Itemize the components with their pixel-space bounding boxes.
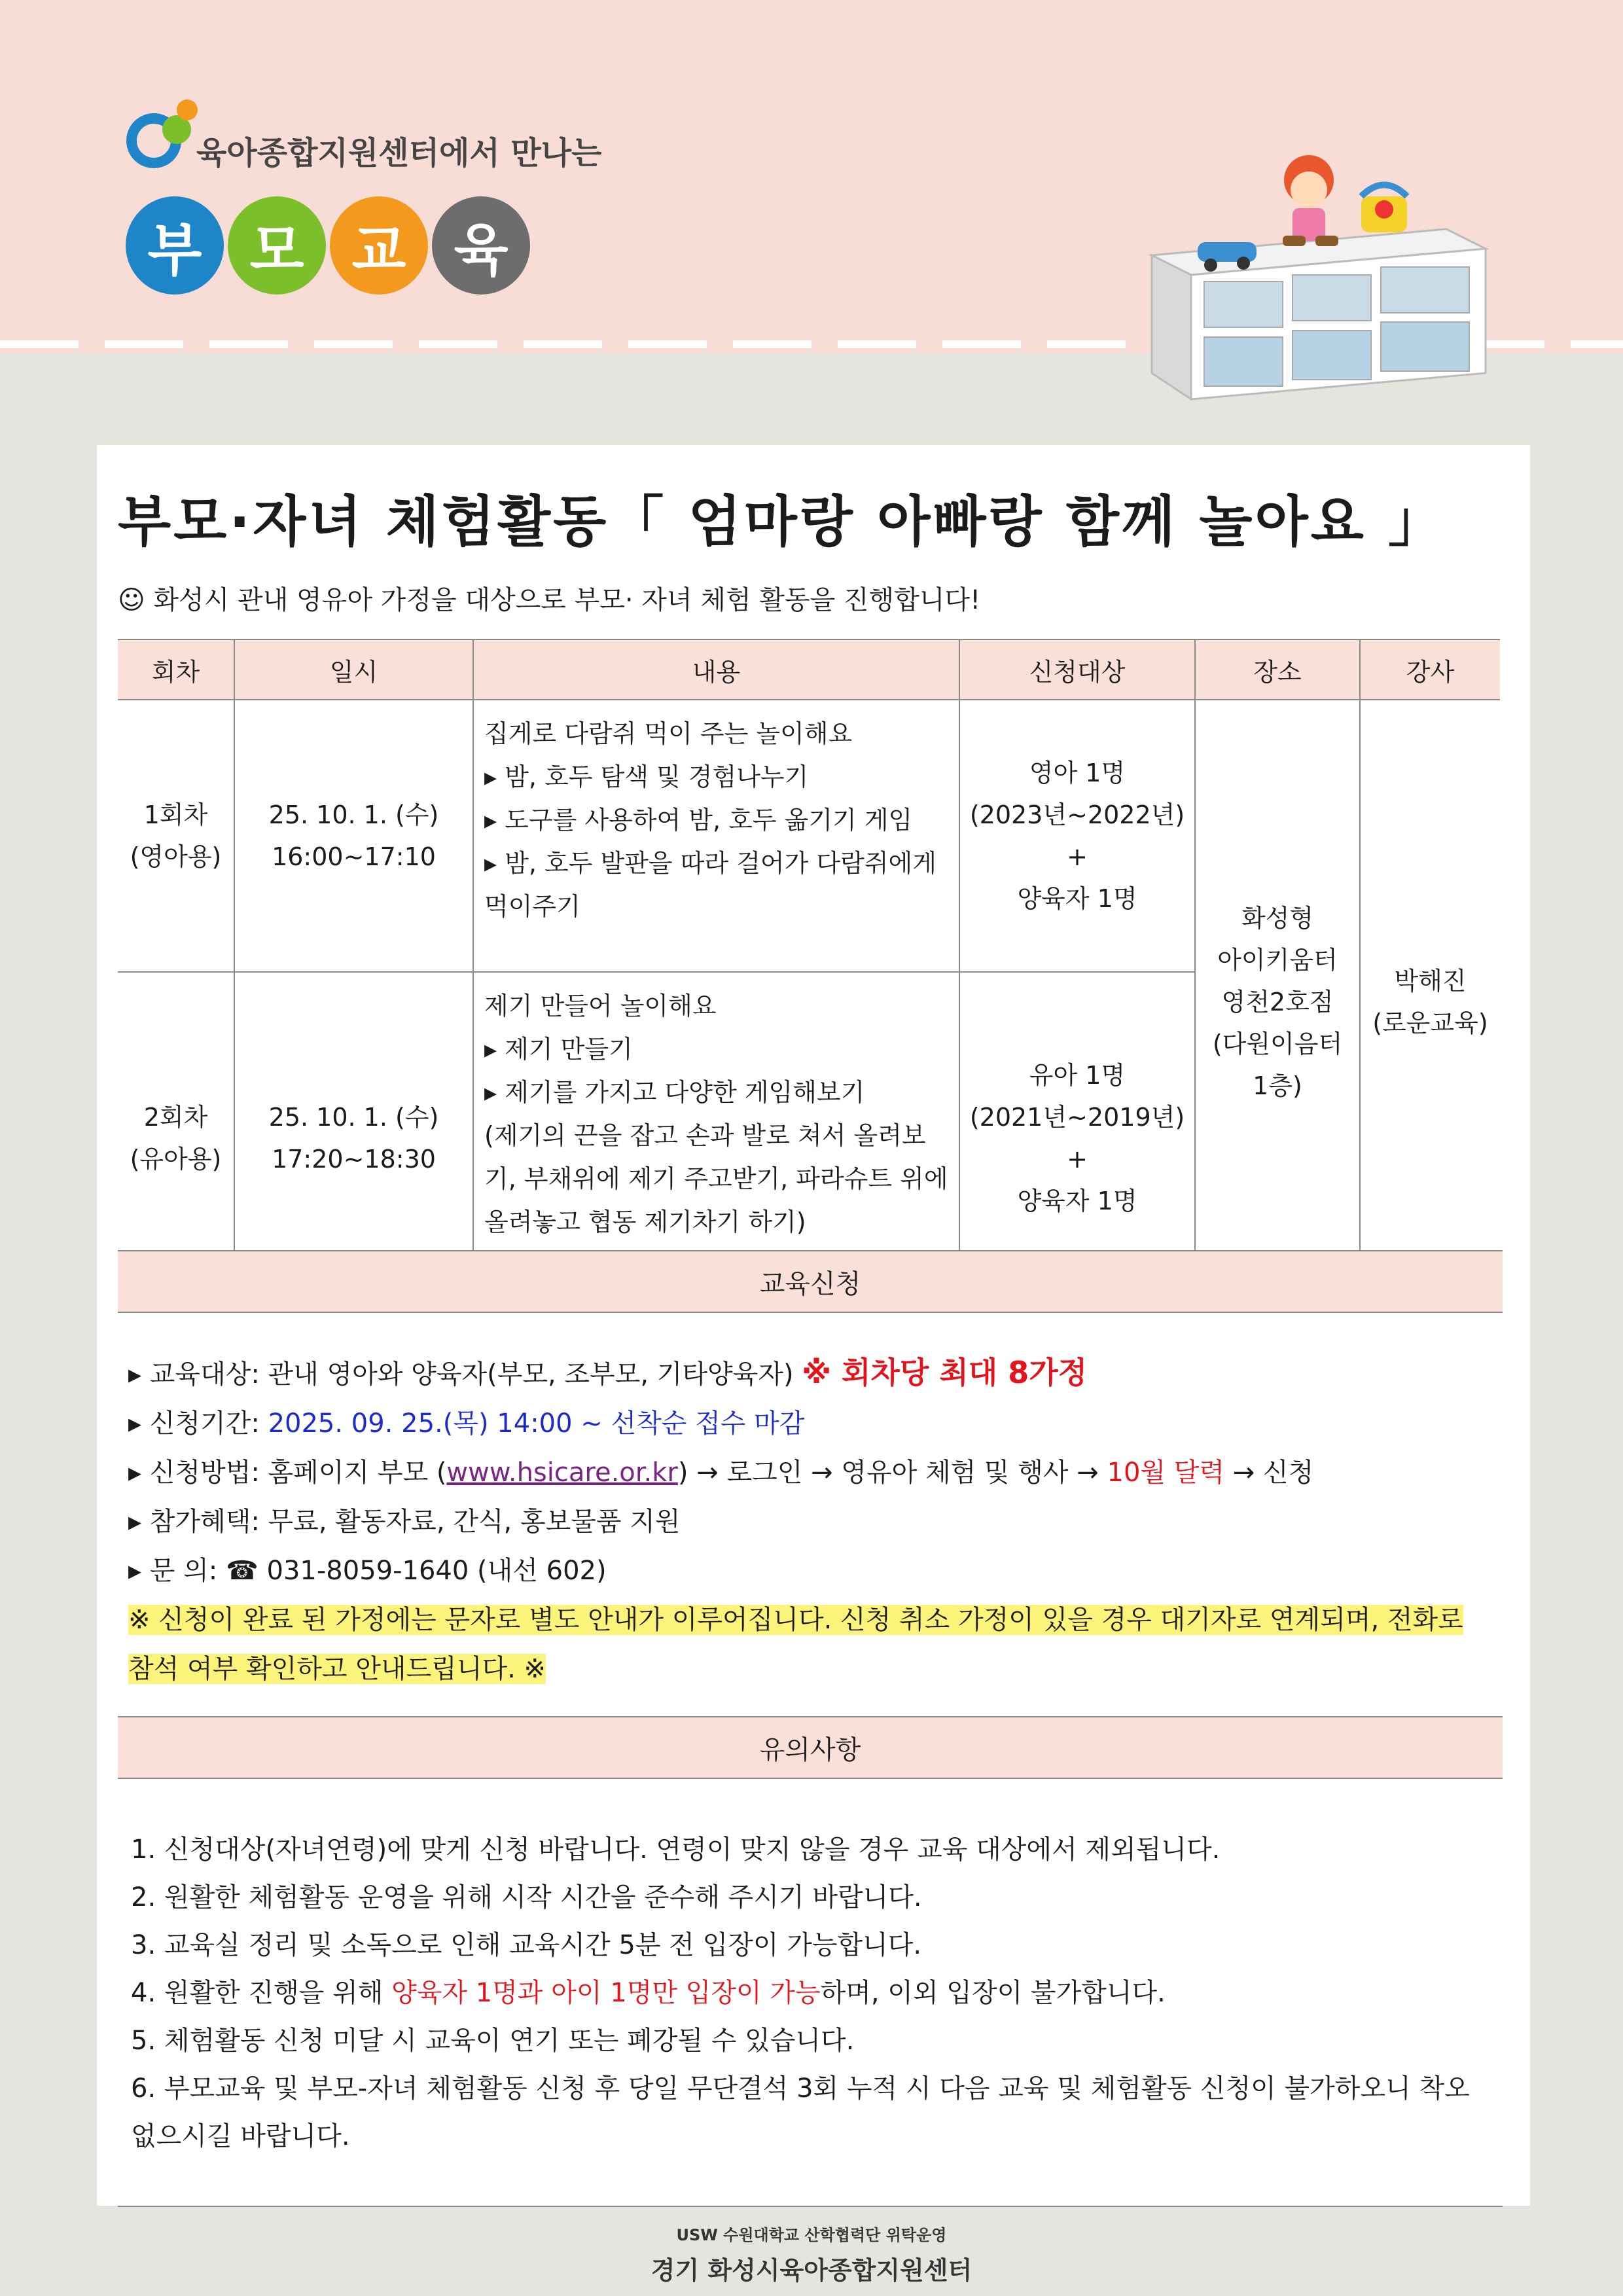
apply-target-label: ▸ 교육대상: 관내 영아와 양육자(부모, 조부모, 기타양육자) [128,1359,794,1390]
note-text: 4. 원활한 진행을 위해 [131,1978,383,2008]
footer-operator: USW 수원대학교 산학협력단 위탁운영 [676,2226,947,2244]
target-birth-years: (2023년~2022년) [969,800,1185,829]
note-item: 없으시길 바랍니다. [131,2121,350,2151]
session-time: 17:20~18:30 [272,1145,436,1174]
place-line: (다원이음터 [1212,1030,1343,1058]
title-circle-1: 부 [126,196,224,295]
session-date: 25. 10. 1. (수) [268,800,439,829]
table-row [118,700,1500,972]
note-text: 하며, 이외 입장이 불가합니다. [820,1978,1166,2008]
target-child: 영아 1명 [1029,759,1126,787]
homepage-link[interactable]: www.hsicare.or.kr [446,1458,678,1488]
note-item: 2. 원활한 체험활동 운영을 위해 시작 시간을 준수해 주시기 바랍니다. [131,1882,922,1912]
col-header-place: 장소 [1195,639,1360,700]
apply-section-heading: 교육신청 [118,1250,1503,1313]
instructor-org: (로운교육) [1372,1009,1488,1037]
title-circle-3: 교 [330,196,428,295]
note-emphasis: 양육자 1명과 아이 1명만 입장이 가능 [391,1978,821,2008]
apply-benefit: ▸ 참가혜택: 무료, 활동자료, 간식, 홍보물품 지원 [128,1507,681,1537]
note-item: 3. 교육실 정리 및 소독으로 인해 교육시간 5분 전 입장이 가능합니다. [131,1930,922,1960]
col-header-session: 회차 [118,639,234,700]
content-title: 집게로 다람쥐 먹이 주는 놀이해요 [484,719,853,748]
content-cell [473,700,959,972]
session-label: 1회차 [143,800,208,829]
apply-method-label: ▸ 신청방법: 홈페이지 부모 ( [128,1458,447,1488]
content-item: ▸ 도구를 사용하여 밤, 호두 옮기기 게임 [484,806,913,834]
instructor-cell [1360,700,1500,1304]
target-plus: + [1067,1145,1088,1174]
notes-list [131,1826,1499,2161]
apply-target [128,1348,1496,1399]
footer-center-name: 경기 화성시육아종합지원센터 [651,2256,972,2285]
note-item [131,1969,1499,2017]
title-circle-2: 모 [228,196,326,295]
apply-period-label: ▸ 신청기간: [128,1408,260,1439]
date-cell [234,700,473,972]
target-birth-years: (2021년~2019년) [969,1103,1185,1132]
apply-method [128,1448,1496,1498]
apply-method-end: → 신청 [1232,1458,1314,1488]
title-circle-4: 육 [432,196,530,295]
place-line: 1층) [1253,1071,1302,1100]
footer-divider [118,2206,1503,2207]
table-header-row [118,639,1500,700]
instructor-name: 박해진 [1394,967,1467,996]
footer [0,2222,1623,2286]
session-date: 25. 10. 1. (수) [268,1103,439,1132]
session-type: (유아용) [130,1145,222,1174]
intro-text: ☺ 화성시 관내 영유아 가정을 대상으로 부모· 자녀 체험 활동을 진행합니다! [118,585,981,615]
target-child: 유아 1명 [1029,1061,1126,1090]
apply-notice [128,1596,1496,1645]
session-cell [118,700,234,972]
place-line: 영천2호점 [1221,988,1334,1016]
content-title: 제기 만들어 놀이해요 [484,992,717,1020]
content-item: ▸ 제기를 가지고 다양한 게임해보기 [484,1078,865,1107]
apply-period-value: 2025. 09. 25.(목) 14:00 ~ 선착순 접수 마감 [268,1408,805,1439]
place-line: 아이키움터 [1217,946,1338,975]
target-cell [959,700,1195,972]
content-item: ▸ 밤, 호두 발판을 따라 걸어가 다람쥐에게 먹이주기 [484,849,936,921]
header-subtitle: 육아종합지원센터에서 만나는 [196,135,602,171]
apply-notice [128,1645,1496,1694]
page-title: 부모·자녀 체험활동「 엄마랑 아빠랑 함께 놀아요 」 [118,490,1446,554]
notice-line: ※ 신청이 완료 된 가정에는 문자로 별도 안내가 이루어집니다. 신청 취소 가정이 있을 경우 대기자로 연계되며, 전화로 [128,1605,1463,1635]
session-type: (영아용) [130,842,222,871]
col-header-date: 일시 [234,639,473,700]
toy-shelf-illustration-icon [1139,144,1492,406]
target-guardian: 양육자 1명 [1017,884,1137,913]
place-cell [1195,700,1360,1304]
target-guardian: 양육자 1명 [1017,1187,1137,1215]
content-item: ▸ 밤, 호두 탐색 및 경험나누기 [484,762,809,791]
apply-target-limit: ※ 회차당 최대 8가정 [802,1355,1088,1390]
notice-line: 참석 여부 확인하고 안내드립니다. ※ [128,1654,546,1684]
content-item: (제기의 끈을 잡고 손과 발로 쳐서 올려보기, 부채위에 제기 주고받기, 파라슈트 위에 올려놓고 협동 제기차기 하기) [484,1121,948,1236]
note-item: 5. 체험활동 신청 미달 시 교육이 연기 또는 폐강될 수 있습니다. [131,2026,855,2056]
apply-info [128,1348,1496,1694]
col-header-target: 신청대상 [959,639,1195,700]
session-label: 2회차 [143,1103,208,1132]
apply-contact: ▸ 문 의: ☎ 031-8059-1640 (내선 602) [128,1556,607,1586]
program-title-circles [126,196,530,295]
place-line: 화성형 [1241,904,1314,933]
target-plus: + [1067,842,1088,871]
apply-period [128,1399,1496,1448]
note-item: 6. 부모교육 및 부모-자녀 체험활동 신청 후 당일 무단결석 3회 누적 시 다음 교육 및 체험활동 신청이 불가하오니 착오 [131,2073,1470,2104]
col-header-instructor: 강사 [1360,639,1500,700]
note-item: 1. 신청대상(자녀연령)에 맞게 신청 바랍니다. 연령이 맞지 않을 경우 교육 대상에서 제외됩니다. [131,1835,1221,1865]
schedule-table [118,639,1500,1305]
apply-method-steps: ) → 로그인 → 영유아 체험 및 행사 → [677,1458,1099,1488]
apply-method-calendar: 10월 달력 [1107,1458,1225,1488]
notes-section-heading: 유의사항 [118,1716,1503,1779]
session-time: 16:00~17:10 [272,842,436,871]
content-item: ▸ 제기 만들기 [484,1035,633,1064]
col-header-content: 내용 [473,639,959,700]
